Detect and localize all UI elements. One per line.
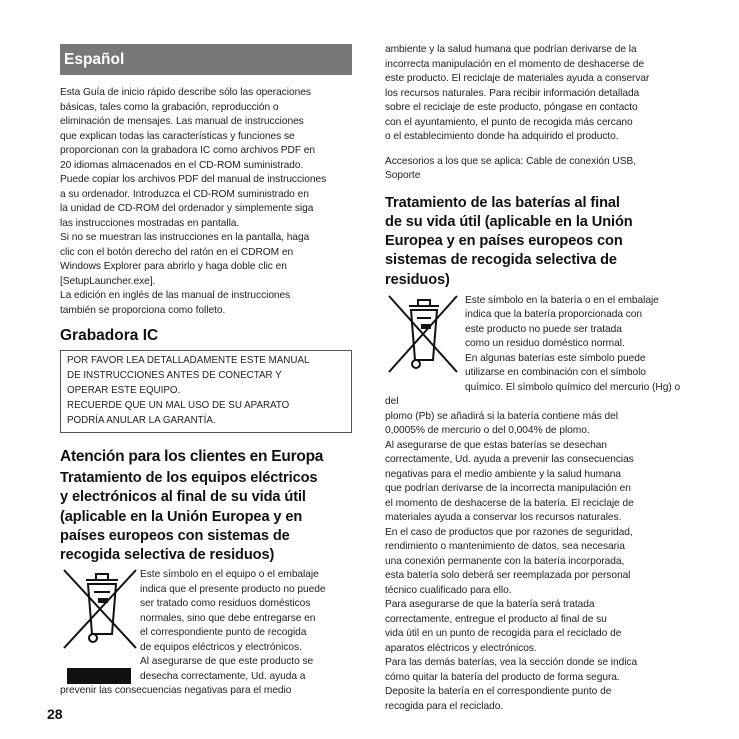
black-bar [67,668,131,684]
battery-text-2: Al asegurarse de que estas baterías se desechan correctamente, Ud. ayuda a prevenir las consecuencias negativas para el medio ambiente y la salud humana que podrían derivarse de la incorrecta manipulación en el momento de deshacerse de la batería. El reciclaje de materiales ayuda a conservar los recursos naturales. En el caso de productos que por razones de seguridad, rendimiento o mantenimiento de datos, sea necesaria una conexión permanente con la batería incorporada, esta batería solo deberá ser reemplazada por personal técnico cualificado para ello. Para asegurarse de que la batería será tratada correctamente, entregue el producto al final de su vida útil en un punto de recogida para el reciclado de aparatos eléctricos y electrónicos. Para las demás baterías, vea la sección donde se indica cómo quitar la batería del producto de forma segura. Deposite la batería en el correspondiente punto de recogida para el reciclado. [385,439,638,712]
product-heading: Grabadora IC [60,327,159,344]
accessories-text: Accesorios a los que se aplica: Cable de conexión USB, Soporte [385,155,636,181]
weee-continued-text: ambiente y la salud humana que podrían derivarse de la incorrecta manipulación en el momento de deshacerse de este producto. El reciclaje de materiales ayuda a conservar los recursos naturales. Para recibir información detallada sobre el reciclaje de este producto, póngase en contacto con el ayuntamiento, el punto de recogida más cercano o el establecimiento donde ha adquirido el producto. [385,44,650,142]
crossed-out-bin-icon [385,294,461,378]
section-title: Español [60,44,352,75]
battery-block [385,294,681,439]
intro-text: Esta Guía de inicio rápido describe sólo las operaciones básicas, tales como la grabación, reproducción o eliminación de mensajes. Las manual de instrucciones que explican todas las características y funciones se proporcionan con la grabadora IC como archivos PDF en 20 idiomas almacenados en el CD-ROM suministrado. Puede copiar los archivos PDF del manual de instrucciones a su ordenador. Introduzca el CD-ROM suministrado en la unidad de CD-ROM del ordenador y simplemente siga las instrucciones mostradas en pantalla. Si no se muestran las instrucciones en la pantalla, haga clic con el botón derecho del ratón en el CDROM en Windows Explorer para abrirlo y haga doble clic en [SetupLauncher.exe]. La edición en inglés de las manual de instrucciones también se proporciona como folleto. [60,87,327,316]
battery-heading: Tratamiento de las baterías al final de su vida útil (aplicable en la Unión Europea y en países europeos con sistemas de recogida selectiva de residuos) [385,194,633,288]
battery-text-1: Este símbolo en la batería o en el embalaje indica que la batería proporcionada con este producto no puede ser tratada como un residuo doméstico normal. En algunas baterías este símbolo puede utilizarse en combinación con el símbolo químico. El símbolo químico del mercurio (Hg) o del plomo (Pb) se añadirá si la batería contiene más del 0,0005% de mercurio o del 0,004% de plomo. [385,294,681,437]
right-column [385,43,681,714]
weee-symbol [60,568,140,684]
warning-box: POR FAVOR LEA DETALLADAMENTE ESTE MANUAL DE INSTRUCCIONES ANTES DE CONECTAR Y OPERAR ESTE EQUIPO. RECUERDE QUE UN MAL USO DE SU APARATO PODRÍA ANULAR LA GARANTÍA. [60,350,352,433]
weee-text: Este símbolo en el equipo o el embalaje indica que el presente producto no puede ser tratado como residuos domésticos normales, sino que debe entregarse en el correspondiente punto de recogida de equipos eléctricos y electrónicos. Al asegurarse de que este producto se desecha correctamente, Ud. ayuda a prevenir las consecuencias negativas para el medio [60,569,326,697]
crossed-out-wheelie-bin-icon [60,568,140,652]
weee-heading: Tratamiento de los equipos eléctricos y electrónicos al final de su vida útil (aplicable en la Unión Europea y en países europeos con sistemas de recogida selectiva de residuos) [60,470,318,564]
weee-block [60,568,352,699]
attention-heading: Atención para los clientes en Europa [60,448,324,465]
left-column [60,44,352,699]
page-number: 28 [47,706,63,722]
battery-symbol [385,294,465,382]
